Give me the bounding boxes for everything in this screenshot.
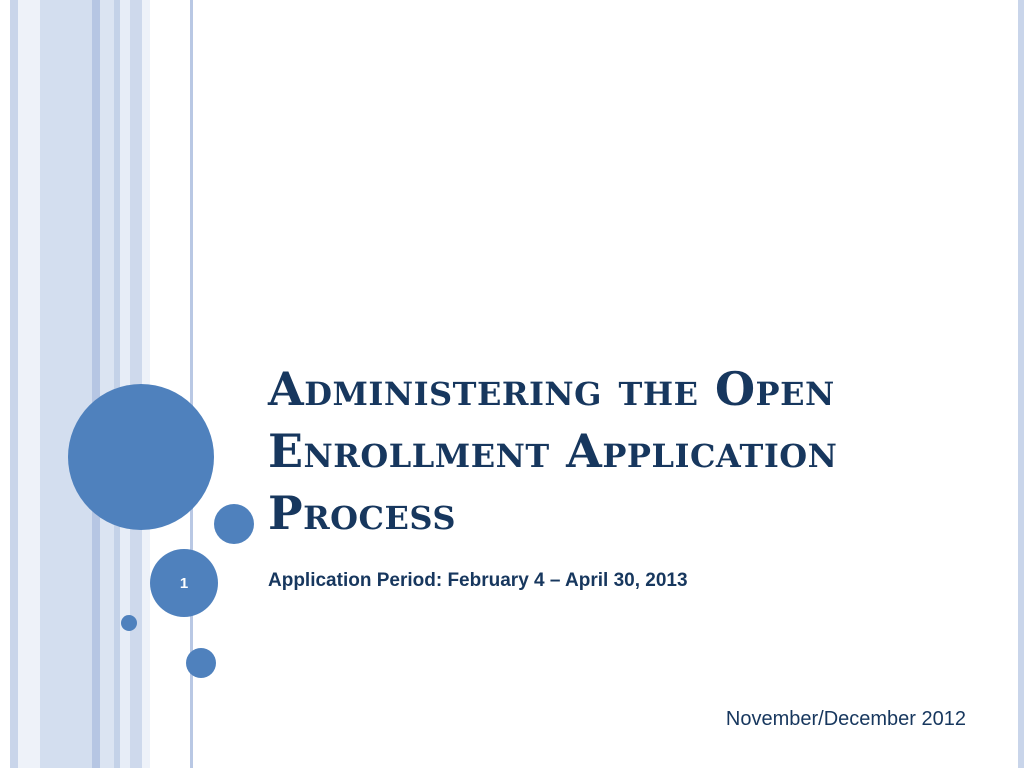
slide-title: Administering the Open Enrollment Application Process xyxy=(268,362,838,540)
decorative-circle-large xyxy=(68,384,214,530)
decorative-circle-lower xyxy=(186,648,216,678)
slide-subtitle: Application Period: February 4 – April 30, 2013 xyxy=(268,570,688,591)
decorative-stripe xyxy=(92,0,100,768)
decorative-circle-small xyxy=(121,615,137,631)
decorative-stripe xyxy=(100,0,114,768)
slide-number-badge xyxy=(150,549,218,617)
decorative-stripe xyxy=(40,0,92,768)
decorative-stripe xyxy=(0,0,10,768)
decorative-stripe xyxy=(18,0,40,768)
slide-number: 1 xyxy=(179,574,189,592)
slide-date: November/December 2012 xyxy=(725,708,966,730)
decorative-circle-medium xyxy=(214,504,254,544)
decorative-stripe xyxy=(10,0,18,768)
right-edge-stripe xyxy=(1018,0,1024,768)
